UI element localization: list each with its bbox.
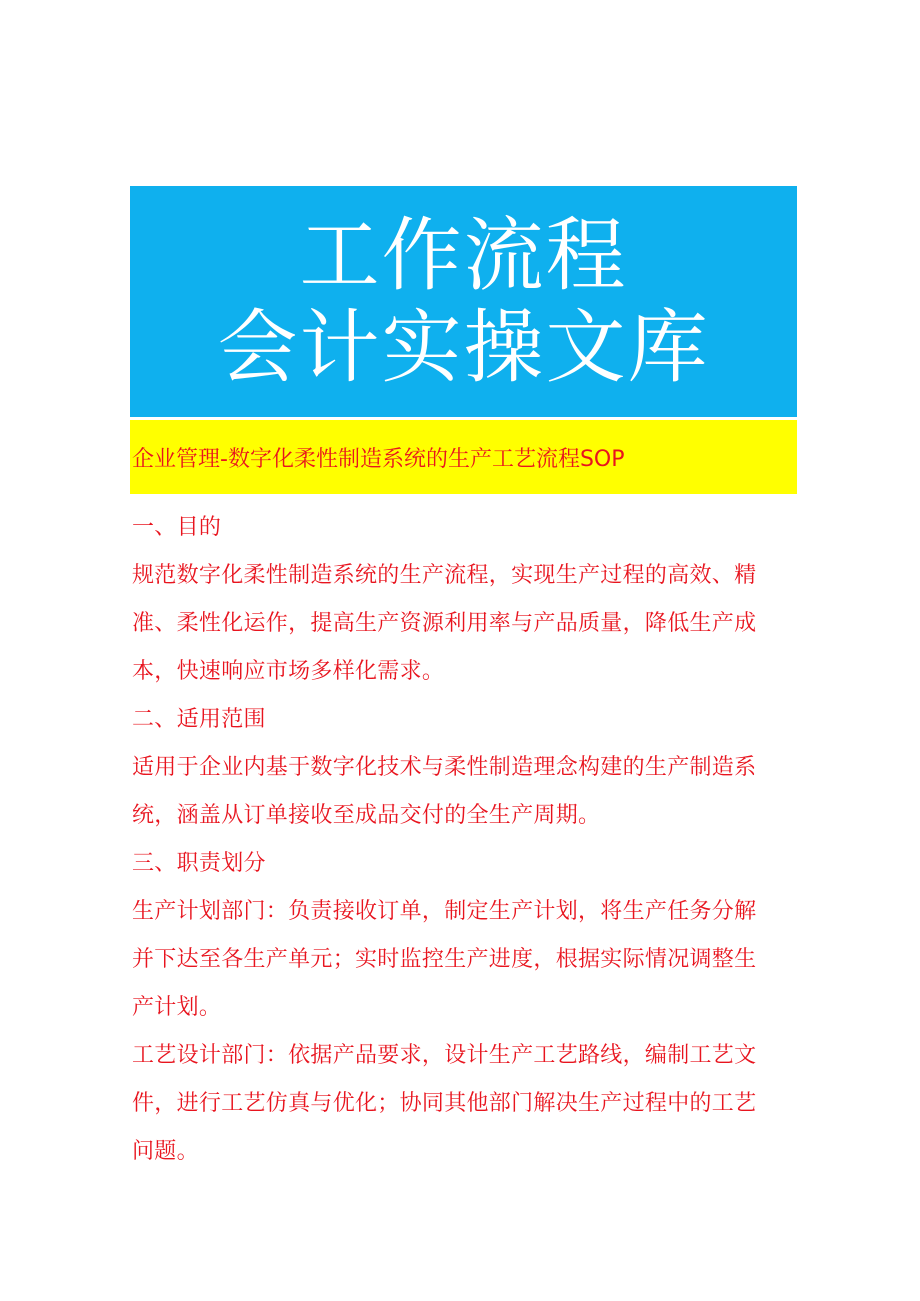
paragraph-line: 生产计划部门：负责接收订单，制定生产计划，将生产任务分解 [132, 899, 757, 924]
document-body [132, 504, 792, 1176]
paragraph-line: 工艺设计部门：依据产品要求，设计生产工艺路线，编制工艺文 [132, 1043, 757, 1068]
paragraph-line: 产计划。 [132, 995, 222, 1020]
paragraph-line: 适用于企业内基于数字化技术与柔性制造理念构建的生产制造系 [132, 755, 757, 780]
section-heading-scope: 二、适用范围 [132, 707, 266, 732]
paragraph-line: 本，快速响应市场多样化需求。 [132, 659, 445, 684]
banner-title-line-1: 工作流程 [299, 208, 628, 302]
paragraph-line: 问题。 [132, 1139, 199, 1164]
section-heading-purpose: 一、目的 [132, 515, 222, 540]
paragraph-line: 规范数字化柔性制造系统的生产流程，实现生产过程的高效、精 [132, 563, 757, 588]
subtitle-bar [130, 420, 797, 494]
paragraph-line: 并下达至各生产单元；实时监控生产进度，根据实际情况调整生 [132, 947, 757, 972]
title-banner [130, 186, 797, 417]
paragraph-line: 统，涵盖从订单接收至成品交付的全生产周期。 [132, 803, 601, 828]
paragraph-line: 准、柔性化运作，提高生产资源利用率与产品质量，降低生产成 [132, 611, 757, 636]
document-subtitle: 企业管理-数字化柔性制造系统的生产工艺流程SOP [132, 446, 625, 472]
paragraph-line: 件，进行工艺仿真与优化；协同其他部门解决生产过程中的工艺 [132, 1091, 757, 1116]
section-heading-responsibilities: 三、职责划分 [132, 851, 266, 876]
banner-title-line-2: 会计实操文库 [217, 300, 710, 394]
